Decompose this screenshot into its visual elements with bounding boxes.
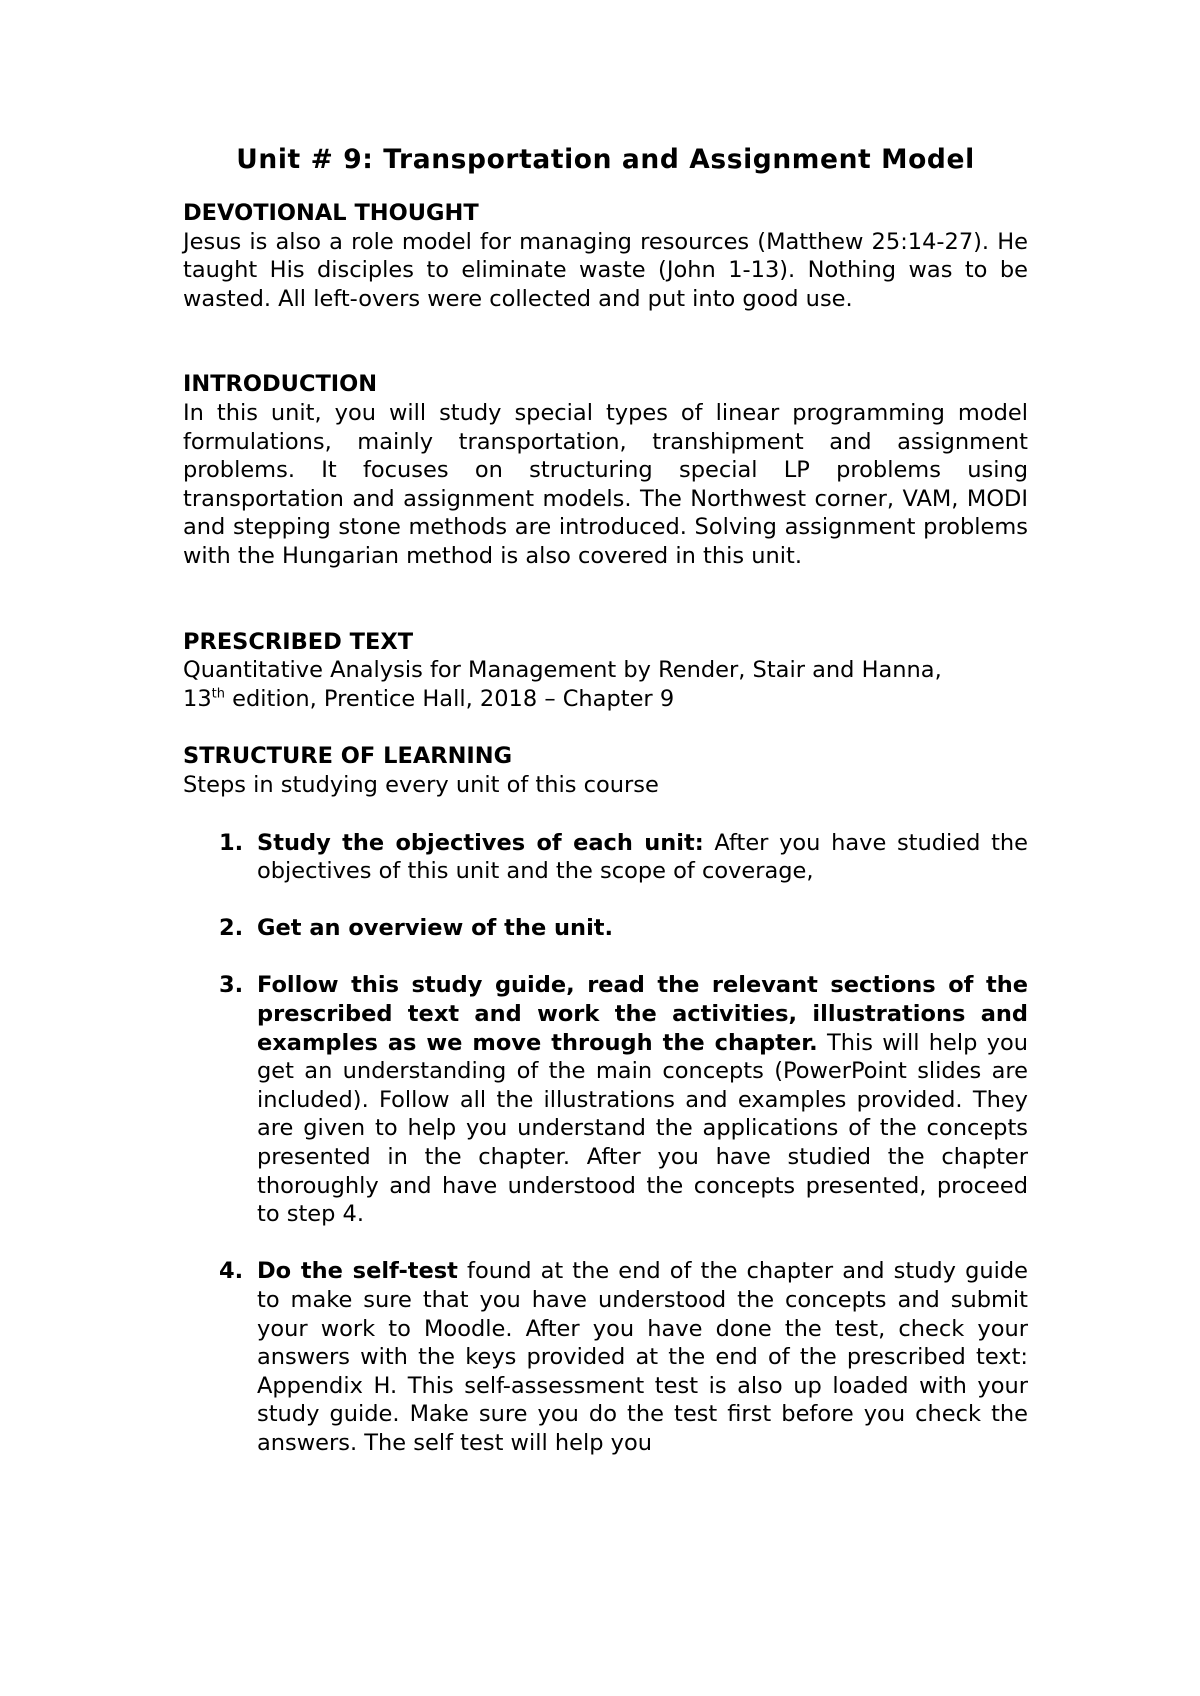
prescribed-text-section — [183, 628, 1028, 714]
step-number: 4. — [219, 1258, 244, 1285]
edition-suffix: th — [211, 686, 225, 702]
list-item — [183, 1257, 1028, 1457]
spacer — [183, 713, 1028, 742]
step-title: Get an overview of the unit. — [257, 915, 614, 942]
introduction-section — [183, 370, 1028, 570]
spacer — [183, 313, 1028, 370]
step-text: After you have studied the objectives of this unit and the scope of coverage, — [257, 829, 1028, 885]
step-title: Study the objectives of each unit: — [257, 829, 704, 856]
edition-number: 13 — [183, 685, 212, 712]
step-title: Do the self-test — [257, 1258, 458, 1285]
devotional-heading: DEVOTIONAL THOUGHT — [183, 200, 479, 226]
devotional-section — [183, 199, 1028, 313]
step-title: Follow this study guide, read the relevant sections of the prescribed text and work the activities, illustrations and examples as we move through the chapter. — [257, 972, 1028, 1056]
step-number: 1. — [219, 829, 244, 856]
step-number: 2. — [219, 915, 244, 942]
introduction-body: In this unit, you will study special types of linear programming model formulations, mainly transportation, transhipment and assignment problems. It focuses on structuring special LP problems using transportation and assignment models. The Northwest corner, VAM, MODI and stepping stone methods are introduced. Solving assignment problems with the Hungarian method is also covered in this unit. — [183, 399, 1028, 569]
list-item — [183, 914, 1028, 943]
introduction-heading: INTRODUCTION — [183, 371, 378, 398]
prescribed-text-heading: PRESCRIBED TEXT — [183, 628, 414, 655]
devotional-body: Jesus is also a role model for managing resources (Matthew 25:14-27). He taught His disciples to eliminate waste (John 1-13). Nothing was to be wasted. All left-overs were collected and put into good use. — [183, 228, 1028, 312]
step-text: This will help you get an understanding of the main concepts (PowerPoint slides are included). Follow all the illustrations and examples provided. They are given to help you understand the applications of the concepts presented in the chapter. After you have studied the chapter thoroughly and have understood the concepts presented, proceed to step 4. — [257, 1029, 1028, 1228]
step-number: 3. — [219, 972, 244, 999]
prescribed-text-line-1: Quantitative Analysis for Management by Render, Stair and Hanna, — [183, 657, 942, 684]
spacer — [183, 571, 1028, 628]
structure-section — [183, 742, 1028, 1457]
page-title: Unit # 9: Transportation and Assignment Model — [236, 144, 975, 175]
step-text: found at the end of the chapter and study guide to make sure that you have understood the concepts and submit your work to Moodle. After you have done the test, check your answers with the keys provided at the end of the prescribed text: Appendix H. This self-assessment test is also up loaded with your study guide. Make sure you do the test first before you check the answers. The self test will help you — [257, 1258, 1028, 1456]
list-item — [183, 971, 1028, 1228]
steps-list — [183, 829, 1028, 1458]
structure-intro: Steps in studying every unit of this course — [183, 771, 659, 798]
list-item — [183, 829, 1028, 886]
edition-details: edition, Prentice Hall, 2018 – Chapter 9 — [224, 685, 675, 712]
prescribed-text-line-2 — [183, 685, 1028, 714]
structure-heading: STRUCTURE OF LEARNING — [183, 743, 513, 770]
